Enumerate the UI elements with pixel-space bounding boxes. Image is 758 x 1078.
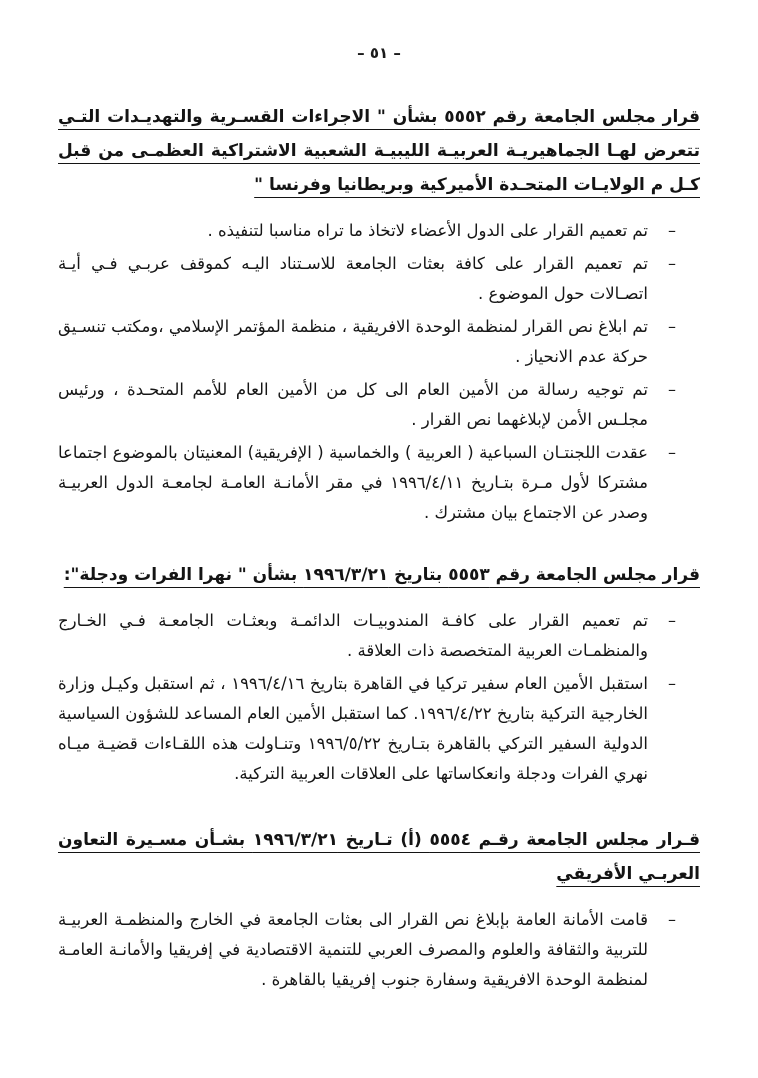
bullet-text: تم ابلاغ نص القرار لمنظمة الوحدة الافريقية ، منظمة المؤتمر الإسلامي ،ومكتب تنسـيق حركة عدم الانحياز .: [58, 317, 648, 366]
bullet-text: استقبل الأمين العام سفير تركيا في القاهرة بتاريخ ١٩٩٦/٤/١٦ ، ثم استقبل وكيـل وزارة الخارجية التركية بتاريخ ١٩٩٦/٤/٢٢. كما استقبل الأمين العام المساعد للشؤون السياسية الدولية السفير التركي بالقاهرة بتـاريخ ١٩٩٦/٥/٢٢ وتنـاولت هذه اللقـاءات قضيـة ميـاه نهري الفرات ودجلة وانعكاساتها على العلاقات العربية التركية.: [58, 674, 649, 783]
bullet-item: [58, 905, 676, 995]
dash-bullet-marker: –: [668, 674, 676, 693]
resolution-5553-bullets: [58, 606, 700, 789]
bullet-text: عقدت اللجنتـان السباعية ( العربية ) والخماسية ( الإفريقية) المعنيتان بالموضوع اجتماعا مشتركا لأول مـرة بتـاريخ ١٩٩٦/٤/١١ في مقر الأمانـة العامـة لجامعـة الدول العربيـة وصدر عن الاجتماع بيان مشترك .: [58, 443, 649, 522]
resolution-5553-section: [58, 558, 700, 789]
page-content: [0, 100, 758, 995]
dash-bullet-marker: –: [668, 910, 676, 929]
bullet-item: [58, 438, 676, 528]
dash-bullet-marker: –: [668, 254, 676, 273]
resolution-5553-title: قرار مجلس الجامعة رقم ٥٥٥٣ بتاريخ ١٩٩٦/٣/٢١ بشأن " نهرا الفرات ودجلة":: [63, 565, 700, 585]
resolution-5552-title: قرار مجلس الجامعة رقم ٥٥٥٢ بشأن " الاجراءات القسـرية والتهديـدات التـي تتعرض لهـا الجماهيريـة العربيـة الليبيـة الشعبية الاشتراكية العظمـى من قبل كـل م الولايـات المتحـدة الأميركية وبريطانيا وفرنسا ": [58, 107, 700, 195]
dash-bullet-marker: –: [668, 443, 676, 462]
bullet-item: [58, 606, 676, 666]
resolution-5554-bullets: [58, 905, 700, 995]
bullet-item: [58, 216, 676, 246]
page-number: – ٥١ –: [357, 44, 401, 62]
resolution-5552-bullets: [58, 216, 700, 528]
bullet-text: تم تعميم القرار على كافة بعثات الجامعة للاسـتناد اليـه كموقف عربـي فـي أيـة اتصـالات حول الموضوع .: [58, 254, 648, 303]
dash-bullet-marker: –: [668, 611, 676, 630]
resolution-5552-section: [58, 100, 700, 528]
bullet-item: [58, 249, 676, 309]
dash-bullet-marker: –: [668, 317, 676, 336]
bullet-text: تم تعميم القرار على الدول الأعضاء لاتخاذ ما تراه مناسبا لتنفيذه .: [207, 221, 648, 240]
bullet-text: تم تعميم القرار على كافـة المندوبيـات الدائمـة وبعثـات الجامعـة فـي الخـارج والمنظمـات العربية المتخصصة ذات العلاقة .: [58, 611, 648, 660]
resolution-5554-section: [58, 823, 700, 995]
resolution-5554-title: قـرار مجلس الجامعة رقـم ٥٥٥٤ (أ) تـاريخ ١٩٩٦/٣/٢١ بشـأن مسـيرة التعاون العربـي الأفريقي: [58, 830, 700, 884]
bullet-item: [58, 375, 676, 435]
bullet-text: قامت الأمانة العامة بإبلاغ نص القرار الى بعثات الجامعة في الخارج والمنظمـة العربيـة للتربية والثقافة والعلوم والمصرف العربي للتنمية الاقتصادية في إفريقيا والأمانـة العامـة لمنظمة الوحدة الافريقية وسفارة جنوب إفريقيا بالقاهرة .: [58, 910, 648, 989]
dash-bullet-marker: –: [668, 221, 676, 240]
bullet-item: [58, 669, 676, 789]
bullet-item: [58, 312, 676, 372]
bullet-text: تم توجيه رسالة من الأمين العام الى كل من الأمين العام للأمم المتحـدة ، ورئيس مجلـس الأمن لإبلاغهما نص القرار .: [58, 380, 648, 429]
dash-bullet-marker: –: [668, 380, 676, 399]
